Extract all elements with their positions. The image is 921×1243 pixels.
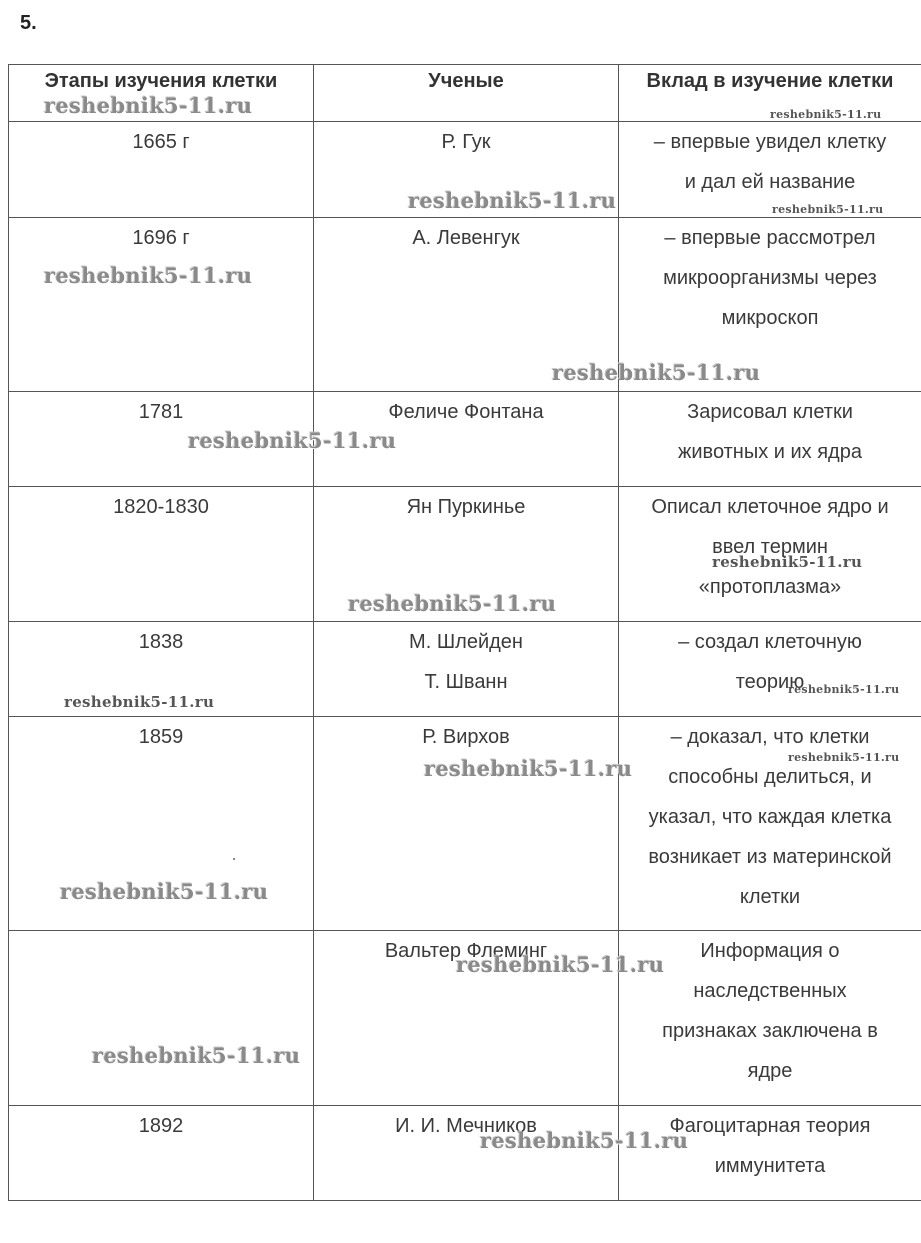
- scientists-cell: Вальтер Флеминг: [314, 931, 619, 1106]
- stage-cell: [9, 931, 314, 1106]
- watermark: reshebnik5-11.ru: [44, 93, 253, 118]
- contribution-cell: Описал клеточное ядро и ввел термин «протоплазма»: [619, 487, 921, 622]
- watermark: reshebnik5-11.ru: [408, 188, 617, 213]
- contribution-cell: Зарисовал клетки животных и их ядра: [619, 392, 921, 487]
- watermark: reshebnik5-11.ru: [44, 263, 253, 288]
- task-number: 5.: [20, 12, 37, 34]
- watermark: reshebnik5-11.ru: [92, 1043, 301, 1068]
- contribution-cell: – создал клеточную теорию: [619, 622, 921, 717]
- contribution-cell: – впервые рассмотрел микроорганизмы через микроскоп: [619, 218, 921, 392]
- stage-cell: 1781: [9, 392, 314, 487]
- watermark: reshebnik5-11.ru: [424, 756, 633, 781]
- table-row: [9, 1106, 921, 1201]
- watermark: reshebnik5-11.ru: [772, 203, 884, 216]
- watermark: reshebnik5-11.ru: [770, 108, 882, 121]
- scientists-cell: Ян Пуркинье: [314, 487, 619, 622]
- cell-study-table: [8, 64, 921, 1201]
- stage-cell: 1838: [9, 622, 314, 717]
- watermark: reshebnik5-11.ru: [788, 683, 900, 696]
- contribution-cell: Фагоцитарная теория иммунитета: [619, 1106, 921, 1201]
- contribution-cell: Информация о наследственных признаках заключена в ядре: [619, 931, 921, 1106]
- stray-dot: [233, 858, 235, 860]
- watermark: reshebnik5-11.ru: [60, 879, 269, 904]
- watermark: reshebnik5-11.ru: [188, 428, 397, 453]
- watermark: reshebnik5-11.ru: [552, 360, 761, 385]
- watermark: reshebnik5-11.ru: [712, 553, 863, 571]
- stage-cell: 1665 г: [9, 122, 314, 218]
- table-row: [9, 392, 921, 487]
- stage-cell: 1696 г: [9, 218, 314, 392]
- stage-cell: 1859: [9, 717, 314, 931]
- header-contribution: Вклад в изучение клетки: [619, 65, 921, 122]
- watermark: reshebnik5-11.ru: [456, 952, 665, 977]
- watermark: reshebnik5-11.ru: [480, 1128, 689, 1153]
- scientists-cell: Феличе Фонтана: [314, 392, 619, 487]
- scientists-cell: Р. Гук: [314, 122, 619, 218]
- scientists-cell: М. Шлейден Т. Шванн: [314, 622, 619, 717]
- watermark: reshebnik5-11.ru: [64, 693, 215, 711]
- scientists-cell: А. Левенгук: [314, 218, 619, 392]
- header-stages: Этапы изучения клетки: [9, 65, 314, 122]
- stage-cell: 1892: [9, 1106, 314, 1201]
- header-scientists: Ученые: [314, 65, 619, 122]
- contribution-cell: – впервые увидел клетку и дал ей название: [619, 122, 921, 218]
- stage-cell: 1820-1830: [9, 487, 314, 622]
- scientists-cell: Р. Вирхов: [314, 717, 619, 931]
- watermark: reshebnik5-11.ru: [788, 751, 900, 764]
- scientists-cell: И. И. Мечников: [314, 1106, 619, 1201]
- contribution-cell: – доказал, что клетки способны делиться, и указал, что каждая клетка возникает из материнской клетки: [619, 717, 921, 931]
- watermark: reshebnik5-11.ru: [348, 591, 557, 616]
- table-row: [9, 218, 921, 392]
